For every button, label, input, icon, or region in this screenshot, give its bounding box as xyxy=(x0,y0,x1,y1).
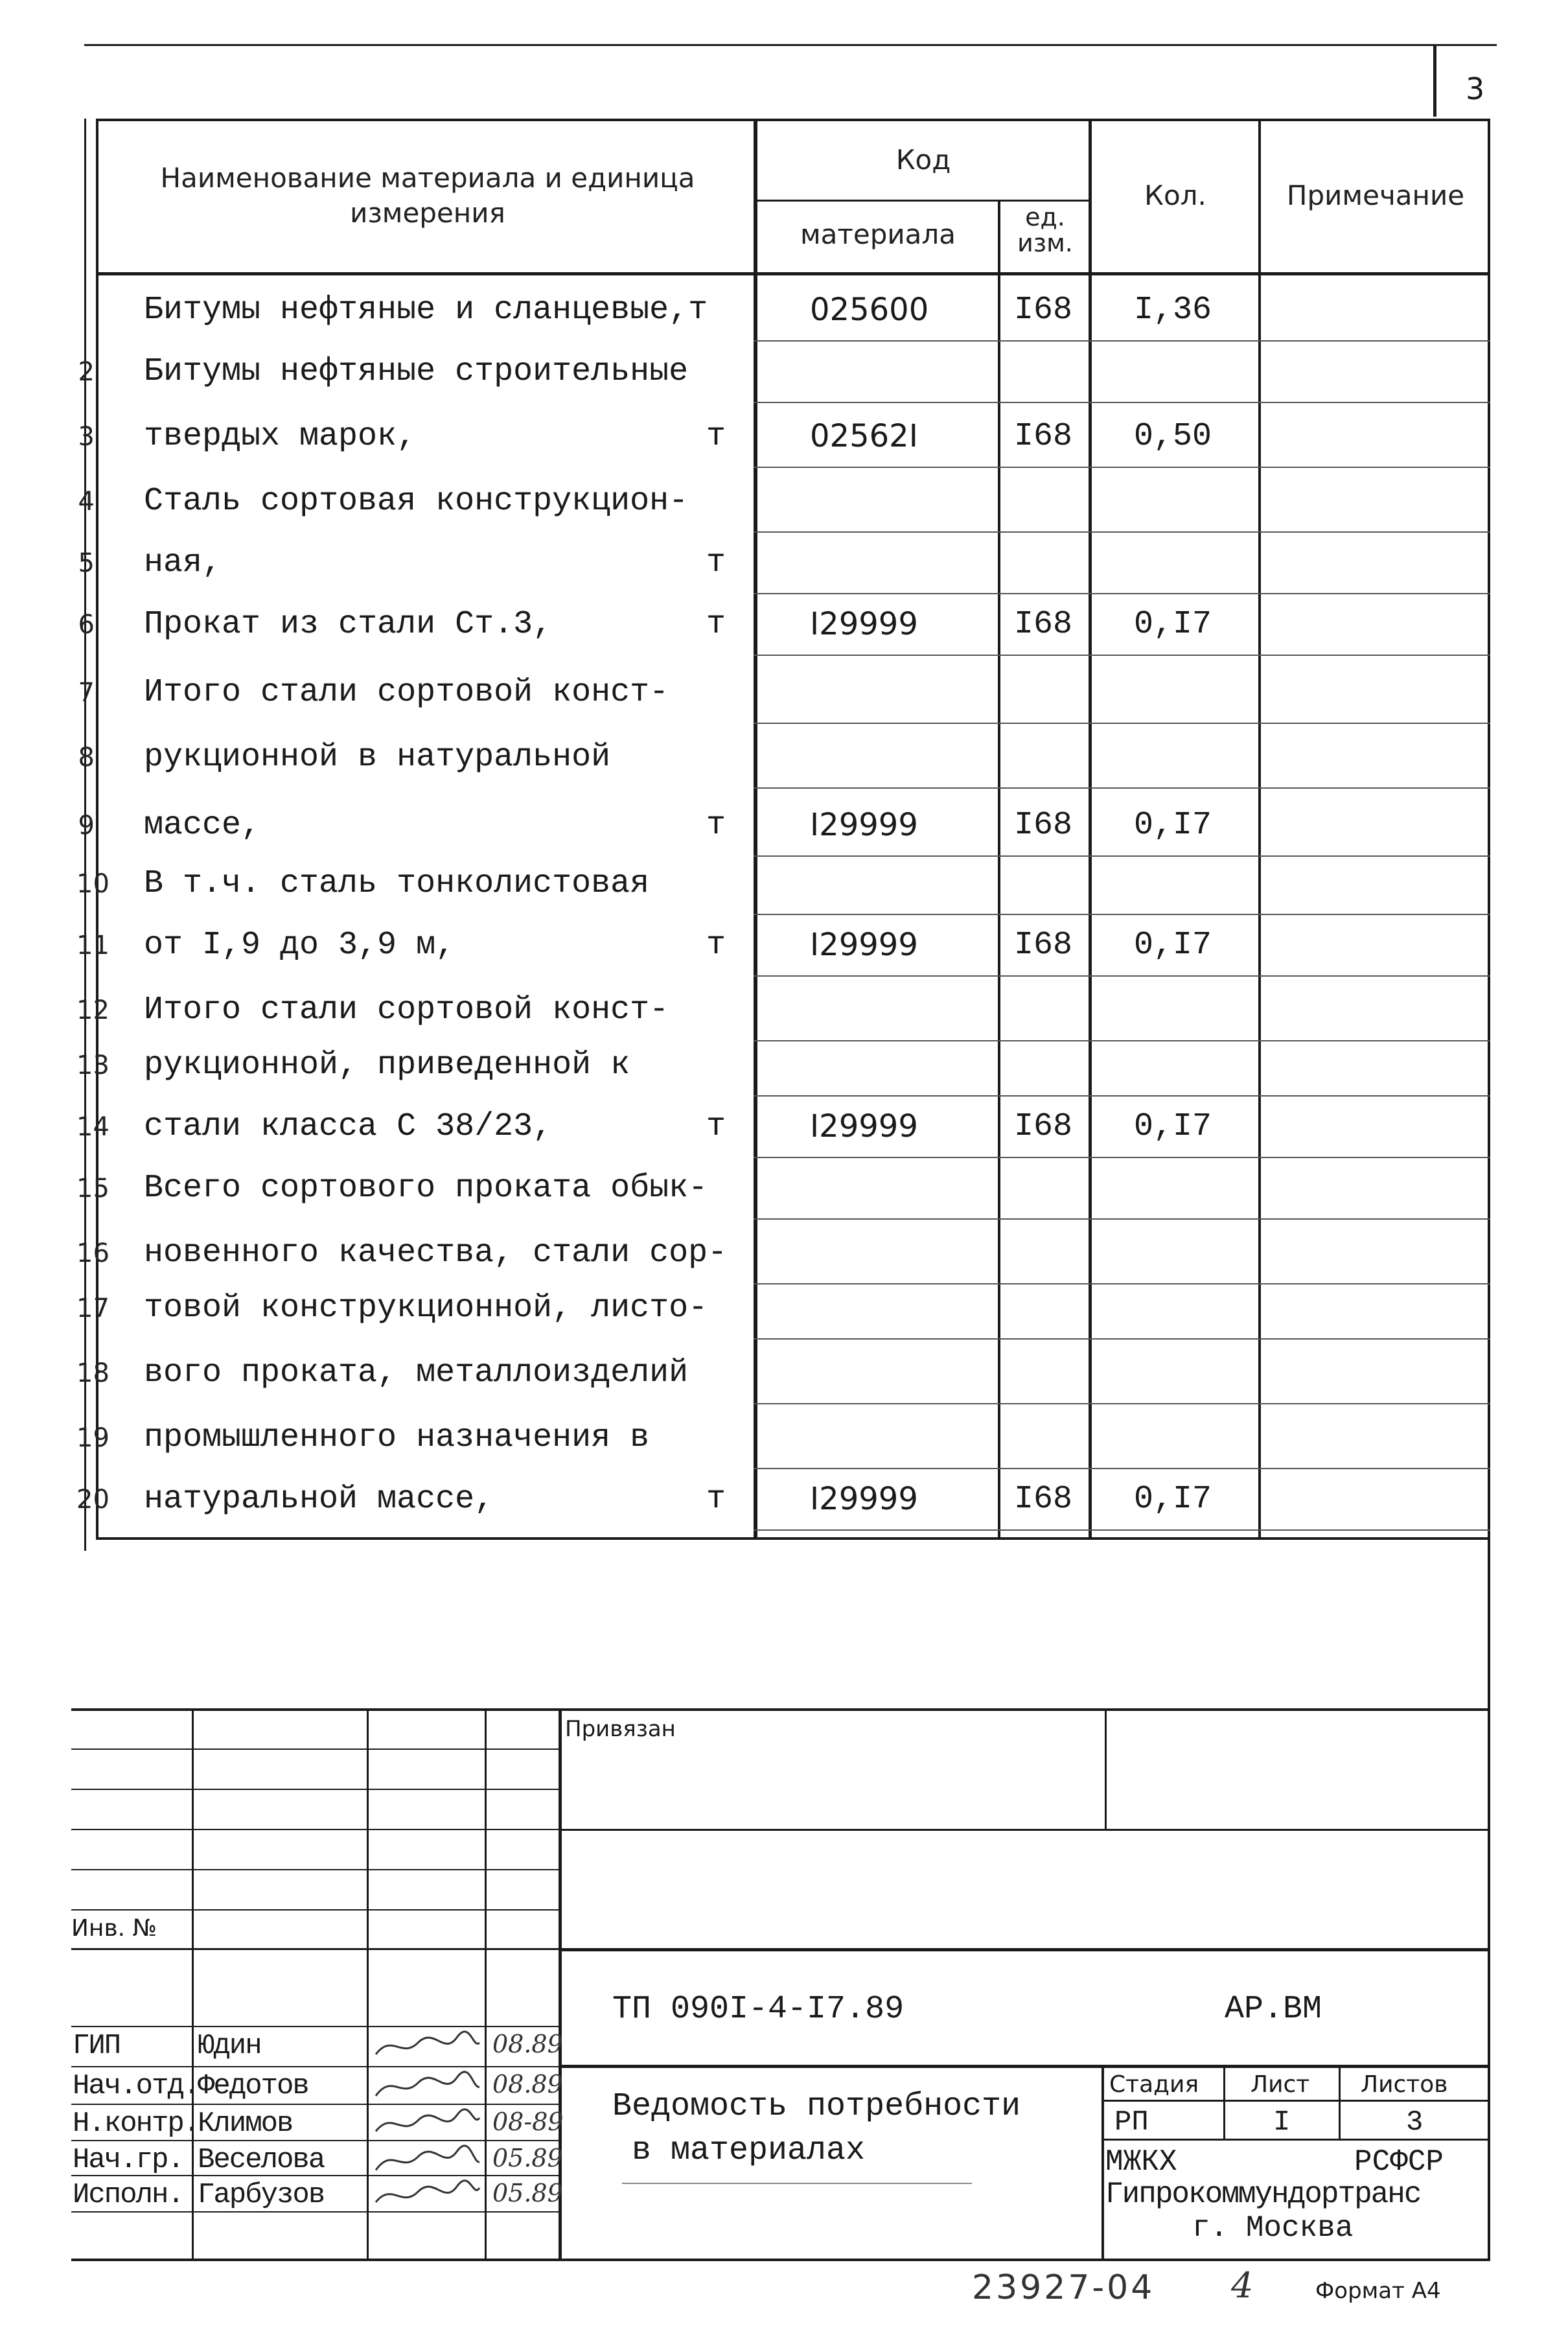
row-divider xyxy=(754,467,1490,468)
material-code: I29999 xyxy=(810,1108,918,1144)
material-name: Прокат из стали Ст.3, xyxy=(144,606,553,643)
material-name: твердых марок, xyxy=(144,418,417,455)
org-city: г. Москва xyxy=(1192,2211,1354,2245)
row-number: 5 xyxy=(78,548,95,578)
doc-mark: АР.ВМ xyxy=(1225,1991,1322,2028)
titleblock-right xyxy=(1488,1540,1490,2261)
unit-suffix: т xyxy=(706,807,726,844)
row-divider xyxy=(754,655,1490,656)
header-unit-col: ед. изм. xyxy=(1017,203,1073,257)
row-number: 3 xyxy=(78,422,95,452)
table-row xyxy=(0,1342,1568,1404)
stage-values-bottom xyxy=(1101,2139,1490,2141)
handwritten-page: 4 xyxy=(1231,2265,1254,2306)
grid-h1 xyxy=(71,1748,560,1750)
material-name: Всего сортового проката обык- xyxy=(144,1170,708,1207)
table-row xyxy=(0,979,1568,1041)
signature-scribble xyxy=(373,2179,483,2211)
org-name: Гипрокоммундортранс xyxy=(1105,2178,1421,2211)
signer-role: ГИП xyxy=(73,2030,121,2062)
grid-h4 xyxy=(71,1869,560,1870)
sheets-label: Листов xyxy=(1361,2071,1448,2098)
unit-suffix: т xyxy=(706,544,726,581)
material-code: 02562I xyxy=(810,418,918,454)
grid-h2 xyxy=(71,1789,560,1790)
grid-h3 xyxy=(71,1829,560,1830)
table-row xyxy=(0,593,1568,656)
material-code: 025600 xyxy=(810,292,929,328)
grid-h7 xyxy=(71,2026,560,2027)
stage-value: РП xyxy=(1114,2106,1149,2139)
org-ministry: МЖКХ xyxy=(1105,2145,1177,2179)
signer-name: Гарбузов xyxy=(198,2179,325,2211)
row-number: 13 xyxy=(76,1051,110,1080)
privyazan-divider xyxy=(1105,1708,1107,1830)
table-row xyxy=(0,726,1568,789)
material-name: рукционной в натуральной xyxy=(144,739,611,776)
table-row xyxy=(0,405,1568,468)
table-row xyxy=(0,470,1568,533)
privyazan-bottom xyxy=(560,1829,1490,1831)
quantity: 0,I7 xyxy=(1134,807,1212,844)
material-name: рукционной, приведенной к xyxy=(144,1047,630,1084)
row-number: 2 xyxy=(78,357,95,387)
row-number: 20 xyxy=(76,1485,110,1515)
material-name: вого проката, металлоизделий xyxy=(144,1354,689,1391)
stage-header-bottom xyxy=(1101,2100,1490,2102)
material-name: ная, xyxy=(144,544,222,581)
row-number: 14 xyxy=(76,1112,110,1142)
sheets-value: 3 xyxy=(1406,2106,1424,2139)
row-number: 7 xyxy=(78,678,95,708)
table-row xyxy=(0,1095,1568,1158)
signer-role: Исполн. xyxy=(73,2179,183,2211)
top-border xyxy=(84,44,1497,46)
row-number: 19 xyxy=(76,1423,110,1453)
privyazan-label: Привязан xyxy=(565,1716,676,1742)
code-row-bottom xyxy=(560,2065,1490,2068)
doc-title-line1: Ведомость потребности xyxy=(612,2088,1021,2125)
row-number: 6 xyxy=(78,610,95,640)
material-name: Битумы нефтяные строительные xyxy=(144,353,689,390)
quantity: 0,I7 xyxy=(1134,1108,1212,1145)
quantity: I,36 xyxy=(1134,292,1212,329)
table-row xyxy=(0,1406,1568,1469)
quantity: 0,I7 xyxy=(1134,1481,1212,1518)
material-name: В т.ч. сталь тонколистовая xyxy=(144,865,650,902)
material-code: I29999 xyxy=(810,606,918,642)
signer-role: Нач.гр. xyxy=(73,2144,183,2176)
row-divider xyxy=(754,1338,1490,1340)
material-name: Битумы нефтяные и сланцевые,т xyxy=(144,292,708,329)
unit-code: I68 xyxy=(1014,807,1073,844)
table-row xyxy=(0,1277,1568,1340)
unit-suffix: т xyxy=(706,1481,726,1518)
stage-v1 xyxy=(1223,2065,1225,2140)
row-divider xyxy=(754,1218,1490,1220)
row-number: 16 xyxy=(76,1238,110,1268)
header-material-col: материала xyxy=(800,218,956,250)
title-underline xyxy=(622,2183,972,2184)
material-name: массе, xyxy=(144,807,261,844)
grid-h10 xyxy=(71,2140,560,2141)
signature-date: 08-89 xyxy=(492,2108,564,2136)
format-label: Формат А4 xyxy=(1315,2278,1441,2304)
material-name: Итого стали сортовой конст- xyxy=(144,992,669,1028)
row-number: 10 xyxy=(76,869,110,899)
sheet-value: I xyxy=(1273,2106,1291,2139)
row-divider xyxy=(754,402,1490,403)
table-row xyxy=(0,1468,1568,1531)
row-number: 11 xyxy=(76,931,110,960)
material-name: Итого стали сортовой конст- xyxy=(144,674,669,711)
unit-suffix: т xyxy=(706,418,726,455)
signature-scribble xyxy=(373,2144,483,2176)
material-name: промышленного назначения в xyxy=(144,1419,650,1456)
header-qty-col: Кол. xyxy=(1144,180,1206,211)
row-divider xyxy=(754,975,1490,977)
unit-code: I68 xyxy=(1014,292,1073,329)
signer-name: Федотов xyxy=(198,2070,308,2102)
stage-block-left xyxy=(1101,2065,1104,2261)
table-row xyxy=(0,852,1568,915)
material-name: стали класса С 38/23, xyxy=(144,1108,553,1145)
page-number-divider xyxy=(1433,44,1436,117)
row-number: 17 xyxy=(76,1294,110,1323)
row-number: 4 xyxy=(78,487,95,517)
table-row xyxy=(0,340,1568,403)
org-republic: РСФСР xyxy=(1354,2145,1444,2179)
signature-date: 05.89 xyxy=(492,2179,563,2207)
signature-date: 08.89 xyxy=(492,2030,563,2058)
signature-scribble xyxy=(373,2108,483,2140)
table-row xyxy=(0,531,1568,594)
table-row xyxy=(0,1222,1568,1284)
code-row-top xyxy=(560,1948,1490,1951)
signer-name: Веселова xyxy=(198,2144,325,2176)
table-row xyxy=(0,1034,1568,1097)
table-row xyxy=(0,279,1568,342)
signer-role: Н.контр. xyxy=(73,2108,200,2140)
material-name: Сталь сортовая конструкцион- xyxy=(144,483,689,520)
handwritten-number: 23927-04 xyxy=(972,2268,1155,2307)
page-number: 3 xyxy=(1466,71,1485,106)
grid-h5 xyxy=(71,1909,560,1911)
material-code: I29999 xyxy=(810,1481,918,1517)
signature-scribble xyxy=(373,2030,483,2062)
unit-suffix: т xyxy=(706,927,726,964)
grid-h9 xyxy=(71,2104,560,2105)
quantity: 0,I7 xyxy=(1134,927,1212,964)
unit-suffix: т xyxy=(706,606,726,643)
header-code-group: Код xyxy=(895,144,951,176)
unit-code: I68 xyxy=(1014,606,1073,643)
grid-h6 xyxy=(71,1948,560,1950)
row-divider xyxy=(754,1403,1490,1404)
grid-v3 xyxy=(485,1708,487,2261)
stage-label: Стадия xyxy=(1109,2071,1199,2098)
grid-h8 xyxy=(71,2066,560,2067)
row-number: 18 xyxy=(76,1358,110,1388)
row-divider xyxy=(754,1529,1490,1531)
titleblock-top xyxy=(71,1708,1490,1711)
sheet-label: Лист xyxy=(1251,2071,1310,2098)
table-row xyxy=(0,1157,1568,1220)
code-subheader-line xyxy=(754,200,1090,202)
quantity: 0,I7 xyxy=(1134,606,1212,643)
row-number: 12 xyxy=(76,995,110,1025)
grid-v1 xyxy=(192,1708,194,2261)
signature-scribble xyxy=(373,2070,483,2102)
table-row xyxy=(0,794,1568,857)
material-name: от I,9 до 3,9 м, xyxy=(144,927,455,964)
row-number: 9 xyxy=(78,811,95,841)
inv-label: Инв. № xyxy=(71,1915,157,1942)
unit-code: I68 xyxy=(1014,927,1073,964)
unit-code: I68 xyxy=(1014,418,1073,455)
signature-date: 05.89 xyxy=(492,2144,563,2172)
signature-date: 08.89 xyxy=(492,2070,563,2098)
signer-role: Нач.отд. xyxy=(73,2070,200,2102)
material-code: I29999 xyxy=(810,807,918,843)
material-name: натуральной массе, xyxy=(144,1481,494,1518)
titleblock-bottom xyxy=(71,2259,1490,2261)
signer-name: Климов xyxy=(198,2108,293,2140)
stage-v2 xyxy=(1339,2065,1341,2140)
row-number: 8 xyxy=(78,743,95,773)
grid-v2 xyxy=(367,1708,369,2261)
row-number: 15 xyxy=(76,1174,110,1203)
row-divider xyxy=(754,787,1490,789)
grid-h12 xyxy=(71,2211,560,2213)
material-name: новенного качества, стали сор- xyxy=(144,1235,728,1272)
table-row xyxy=(0,914,1568,977)
header-name-col: Наименование материала и единица измерения xyxy=(160,162,695,229)
doc-title-line2: в материалах xyxy=(632,2132,866,2169)
row-divider xyxy=(754,723,1490,724)
header-bottom-line xyxy=(96,272,1490,275)
material-code: I29999 xyxy=(810,927,918,963)
unit-code: I68 xyxy=(1014,1108,1073,1145)
quantity: 0,50 xyxy=(1134,418,1212,455)
signer-name: Юдин xyxy=(198,2030,261,2062)
table-row xyxy=(0,661,1568,724)
unit-code: I68 xyxy=(1014,1481,1073,1518)
header-note-col: Примечание xyxy=(1286,180,1465,211)
material-name: товой конструкционной, листо- xyxy=(144,1290,708,1327)
unit-suffix: т xyxy=(706,1108,726,1145)
doc-code: ТП 090I-4-I7.89 xyxy=(612,1991,905,2028)
